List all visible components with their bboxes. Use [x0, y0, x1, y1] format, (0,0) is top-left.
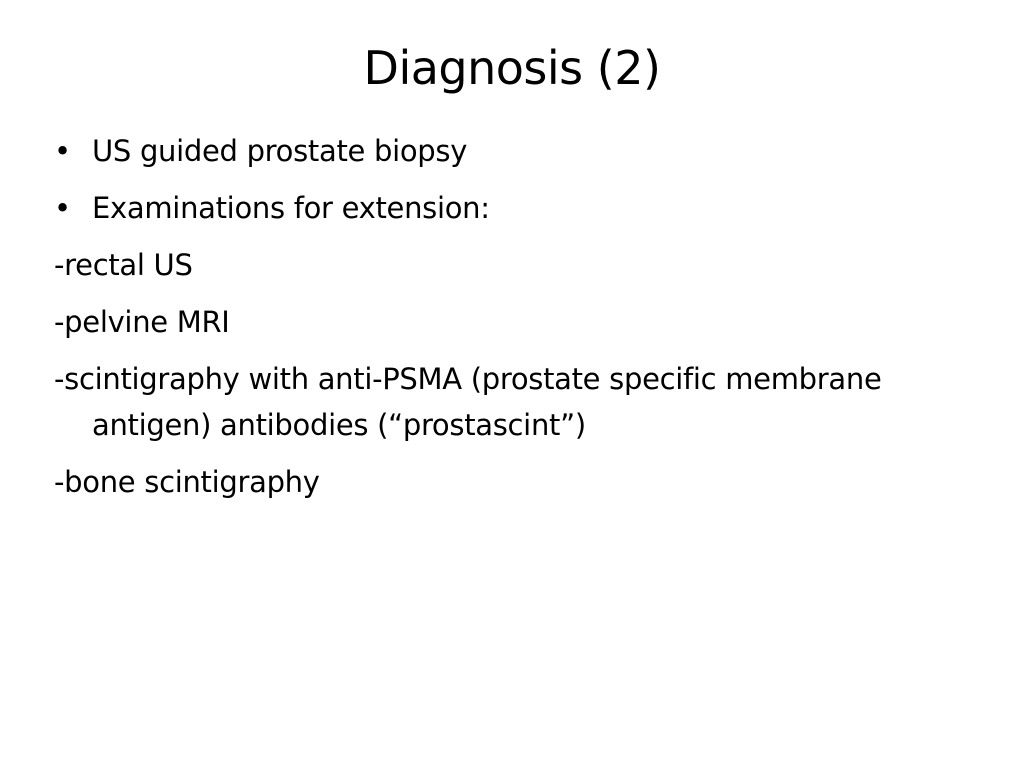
bullet-marker: •	[54, 191, 71, 225]
slide-title: Diagnosis (2)	[363, 41, 661, 95]
bullet-item	[54, 185, 974, 231]
bullet-text: US guided prostate biopsy	[92, 134, 468, 168]
bullet-text: Examinations for extension:	[92, 191, 490, 225]
bullet-marker: •	[54, 134, 71, 168]
sub-item: -rectal US	[54, 248, 193, 282]
slide-body	[54, 128, 974, 516]
sub-item: -bone scintigraphy	[54, 465, 320, 499]
sub-item: -pelvine MRI	[54, 305, 230, 339]
sub-item: -scintigraphy with anti-PSMA (prostate specific membrane antigen) antibodies (“prostascint”)	[54, 362, 882, 442]
bullet-item	[54, 128, 974, 174]
